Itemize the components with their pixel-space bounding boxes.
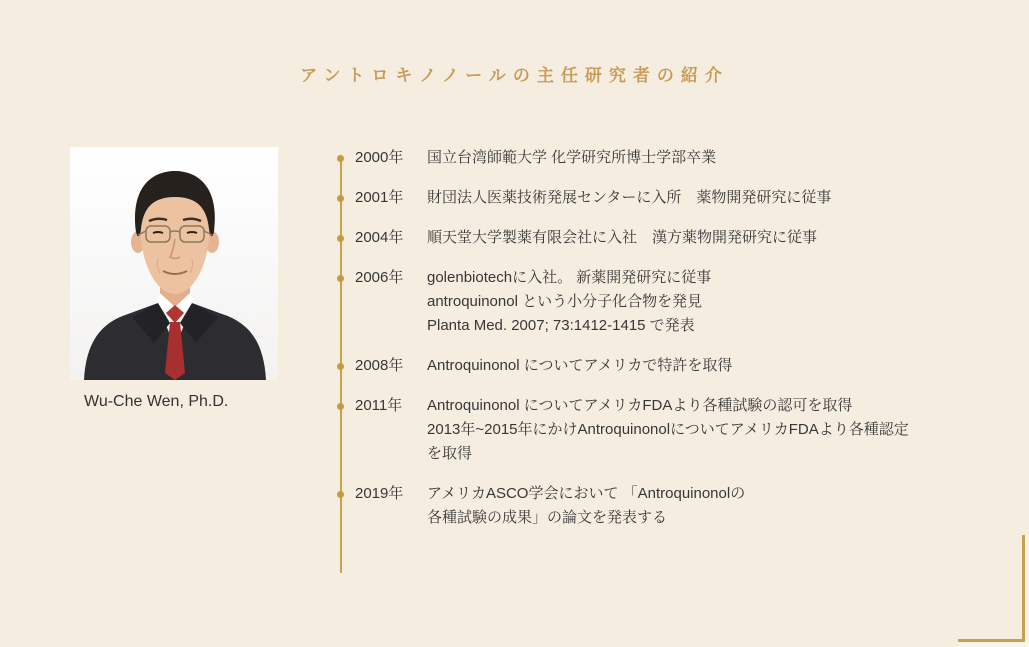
timeline-entry	[330, 146, 995, 170]
timeline-description-line: Planta Med. 2007; 73:1412-1415 で発表	[427, 317, 695, 334]
timeline-description-line: 国立台湾師範大学 化学研究所博士学部卒業	[427, 149, 717, 166]
timeline-entry	[330, 482, 995, 530]
timeline-year: 2004年	[355, 229, 404, 246]
timeline-year: 2008年	[355, 357, 404, 374]
timeline-entry	[330, 186, 995, 210]
timeline-description-line: antroquinonol という小分子化合物を発見	[427, 293, 703, 310]
timeline-description	[427, 394, 995, 466]
timeline-description-line: を取得	[427, 445, 473, 462]
timeline-dot-icon	[337, 403, 344, 410]
timeline-description-line: 各種試験の成果」の論文を発表する	[427, 509, 668, 526]
portrait-illustration	[70, 147, 278, 380]
timeline-year: 2006年	[355, 269, 404, 286]
timeline-description	[427, 266, 995, 338]
timeline-entry	[330, 266, 995, 338]
timeline-year: 2011年	[355, 397, 403, 414]
researcher-name: Wu-Che Wen, Ph.D.	[84, 393, 229, 410]
timeline-description-line: 財団法人医薬技術発展センターに入所 薬物開発研究に従事	[427, 189, 832, 206]
timeline-dot-icon	[337, 491, 344, 498]
timeline-description	[427, 226, 995, 250]
timeline-entry	[330, 354, 995, 378]
timeline-description	[427, 186, 995, 210]
page-title: アントロキノノールの主任研究者の紹介	[300, 66, 729, 85]
timeline-description-line: 2013年~2015年にかけAntroquinonolについてアメリカFDAより各種認定	[427, 421, 909, 438]
timeline-year: 2019年	[355, 485, 404, 502]
timeline-entry	[330, 394, 995, 466]
timeline-dot-icon	[337, 195, 344, 202]
timeline-description-line: golenbiotechに入社。 新薬開発研究に従事	[427, 269, 712, 286]
timeline-dot-icon	[337, 155, 344, 162]
timeline-year: 2001年	[355, 189, 404, 206]
corner-outer-background	[958, 642, 1029, 647]
timeline-description-line: Antroquinonol についてアメリカFDAより各種試験の認可を取得	[427, 397, 853, 414]
timeline-dot-icon	[337, 275, 344, 282]
timeline-dot-icon	[337, 363, 344, 370]
timeline-description	[427, 354, 995, 378]
gold-frame-corner-horizontal	[958, 639, 1025, 642]
timeline-description-line: 順天堂大学製薬有限会社に入社 漢方薬物開発研究に従事	[427, 229, 818, 246]
gold-frame-corner-vertical	[1022, 535, 1025, 642]
corner-outer-background	[1025, 535, 1029, 647]
timeline-description-line: Antroquinonol についてアメリカで特許を取得	[427, 357, 733, 374]
timeline-description	[427, 146, 995, 170]
timeline-dot-icon	[337, 235, 344, 242]
researcher-photo	[70, 147, 278, 380]
timeline-description	[427, 482, 995, 530]
timeline-entry	[330, 226, 995, 250]
timeline-description-line: アメリカASCO学会において 「Antroquinonolの	[427, 485, 746, 502]
timeline	[330, 146, 995, 546]
timeline-year: 2000年	[355, 149, 404, 166]
